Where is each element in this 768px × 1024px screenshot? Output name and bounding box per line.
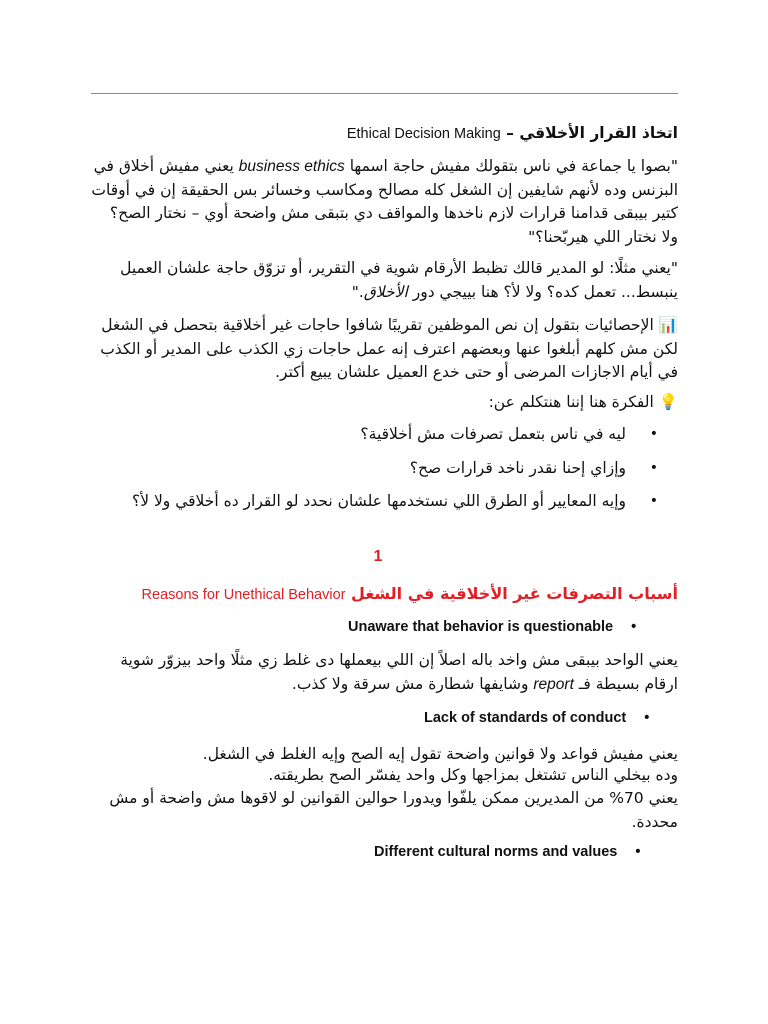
- reason-heading-text: Different cultural norms and values: [374, 844, 618, 860]
- page-title: [90, 120, 678, 147]
- section-title-english: Reasons for Unethical Behavior: [141, 587, 346, 603]
- idea-list: [90, 423, 678, 524]
- reason-heading: [424, 710, 649, 726]
- section-heading: [90, 581, 678, 608]
- reason-description-line: يعني مفيش قواعد ولا قوانين واضحة تقول إيه الصح وإيه الغلط في الشغل.: [202, 745, 678, 763]
- reason-heading-text: Lack of standards of conduct: [424, 710, 627, 726]
- idea-intro: 💡 الفكرة هنا إننا هنتكلم عن:: [488, 393, 678, 411]
- section-number-text: 1: [373, 548, 383, 565]
- example-quote-text-2: .": [351, 282, 364, 301]
- example-quote-text-1: "يعني مثلًا: لو المدير قالك تظبط الأرقام شوية في التقرير، أو تزوّق حاجة علشان العميل ينبسط... تعمل كده؟ ولا لأ؟ هنا بييجي دور: [120, 259, 678, 301]
- reason-description: [90, 649, 678, 696]
- example-quote: [90, 257, 678, 304]
- statistics-paragraph: 📊 الإحصائيات بتقول إن نص الموظفين تقريبًا شافوا حاجات غير أخلاقية بتحصل في الشغل لكن مش كلهم أبلغوا عنها وبعضهم اعترف إنه عمل حاجات زي الكذب على المدير أو الكذب في أيام الاجازات المرضى أو حتى خدع العميل علشان يبيع أكتر.: [100, 316, 678, 381]
- bullet-icon: •: [631, 619, 637, 635]
- reason-description-text-2: وشايفها شطارة مش سرقة ولا كذب.: [291, 674, 534, 693]
- list-item: [90, 457, 678, 481]
- title-separator: –: [500, 124, 520, 142]
- section-number: [90, 548, 680, 566]
- bullet-icon: •: [649, 459, 658, 476]
- list-item-text: وإيه المعايير أو الطرق اللي نستخدمها علشان نحدد لو القرار ده أخلاقي ولا لأ؟: [131, 492, 626, 510]
- bullet-icon: •: [649, 493, 658, 509]
- ethics-emphasis: الأخلاق: [363, 282, 408, 301]
- bullet-icon: •: [635, 844, 641, 860]
- intro-quote-text-1: "بصوا يا جماعة في ناس بتقولك مفيش حاجة اسمها: [344, 157, 678, 175]
- list-item-text: وإزاي إحنا نقدر ناخد قرارات صح؟: [409, 458, 626, 477]
- title-english: Ethical Decision Making: [346, 126, 501, 142]
- reason-heading-text: Unaware that behavior is questionable: [348, 619, 614, 635]
- reason-heading: [374, 844, 640, 860]
- report-term: report: [533, 675, 574, 693]
- bullet-icon: •: [649, 426, 658, 442]
- list-item-text: ليه في ناس بتعمل تصرفات مش أخلاقية؟: [360, 425, 626, 443]
- business-ethics-term: business ethics: [238, 158, 345, 175]
- reason-description-line: يعني 70% من المديرين ممكن يلفّوا ويدورا حوالين القوانين لو لاقوها مش واضحة أو مش محددة.: [109, 789, 678, 831]
- title-arabic: اتخاذ القرار الأخلاقي: [519, 124, 678, 142]
- list-item: [90, 423, 678, 447]
- section-title-arabic: أسباب التصرفات غير الأخلاقية في الشغل: [351, 584, 678, 603]
- reason-description-line: وده بيخلي الناس تشتغل بمزاجها وكل واحد يفسّر الصح بطريقته.: [268, 766, 678, 784]
- intro-quote: [90, 155, 678, 249]
- intro-quote-text-2: يعني مفيش أخلاق في البزنس وده لأنهم شايفين إن الشغل كله مصالح ومكاسب وخسائر بس الحقيقة إن في أوقات كتير بيبقى قدامنا قرارات لازم ناخدها والمواقف دي بتبقى مش واضحة أوي – نختار الصح؟ ولا نختار اللي هيربّحنا؟": [91, 157, 678, 246]
- document-page: [90, 0, 680, 1024]
- bullet-icon: •: [644, 710, 650, 726]
- list-item: [90, 490, 678, 514]
- reason-heading: [348, 619, 636, 635]
- reason-description-text-1: يعني الواحد بيبقى مش واخد باله اصلاً إن اللي بيعملها دى غلط زي مثلًا واحد بيزوّر شوية ارقام بسيطة فـ: [120, 651, 678, 693]
